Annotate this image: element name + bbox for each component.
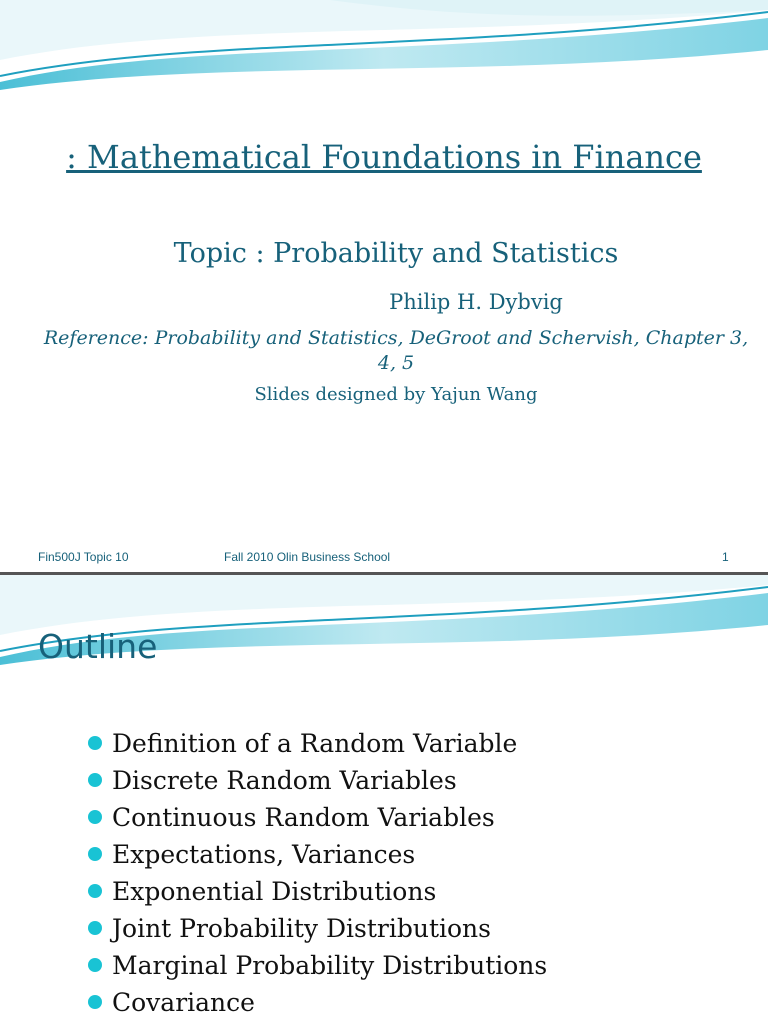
bullet-dot-icon <box>88 847 102 861</box>
outline-list <box>88 725 547 1021</box>
bullet-dot-icon <box>88 995 102 1009</box>
slide-title: : Mathematical Foundations in Finance <box>66 138 702 176</box>
bullet-dot-icon <box>88 958 102 972</box>
reference-text: Reference: Probability and Statistics, DeGroot and Schervish, Chapter 3, 4, 5 <box>43 327 749 374</box>
bullet-dot-icon <box>88 810 102 824</box>
footer-page-number: 1 <box>722 550 729 564</box>
bullet-dot-icon <box>88 921 102 935</box>
footer-course: Fin500J Topic 10 <box>38 550 129 564</box>
list-item: Expectations, Variances <box>88 836 547 873</box>
list-item: Continuous Random Variables <box>88 799 547 836</box>
list-item: Discrete Random Variables <box>88 762 547 799</box>
list-item: Joint Probability Distributions <box>88 910 547 947</box>
outline-title: Outline <box>38 627 158 666</box>
bullet-dot-icon <box>88 773 102 787</box>
slide-2 <box>0 575 768 1024</box>
footer-term-school: Fall 2010 Olin Business School <box>224 550 391 564</box>
list-item: Definition of a Random Variable <box>88 725 547 762</box>
list-item: Covariance <box>88 984 547 1021</box>
bullet-dot-icon <box>88 736 102 750</box>
bullet-dot-icon <box>88 884 102 898</box>
list-item: Exponential Distributions <box>88 873 547 910</box>
designer-credit: Slides designed by Yajun Wang <box>254 384 538 405</box>
wave-header-decoration <box>0 0 768 90</box>
list-item: Marginal Probability Distributions <box>88 947 547 984</box>
author-name: Philip H. Dybvig <box>389 290 563 314</box>
slide-subtitle: Topic : Probability and Statistics <box>173 238 619 269</box>
